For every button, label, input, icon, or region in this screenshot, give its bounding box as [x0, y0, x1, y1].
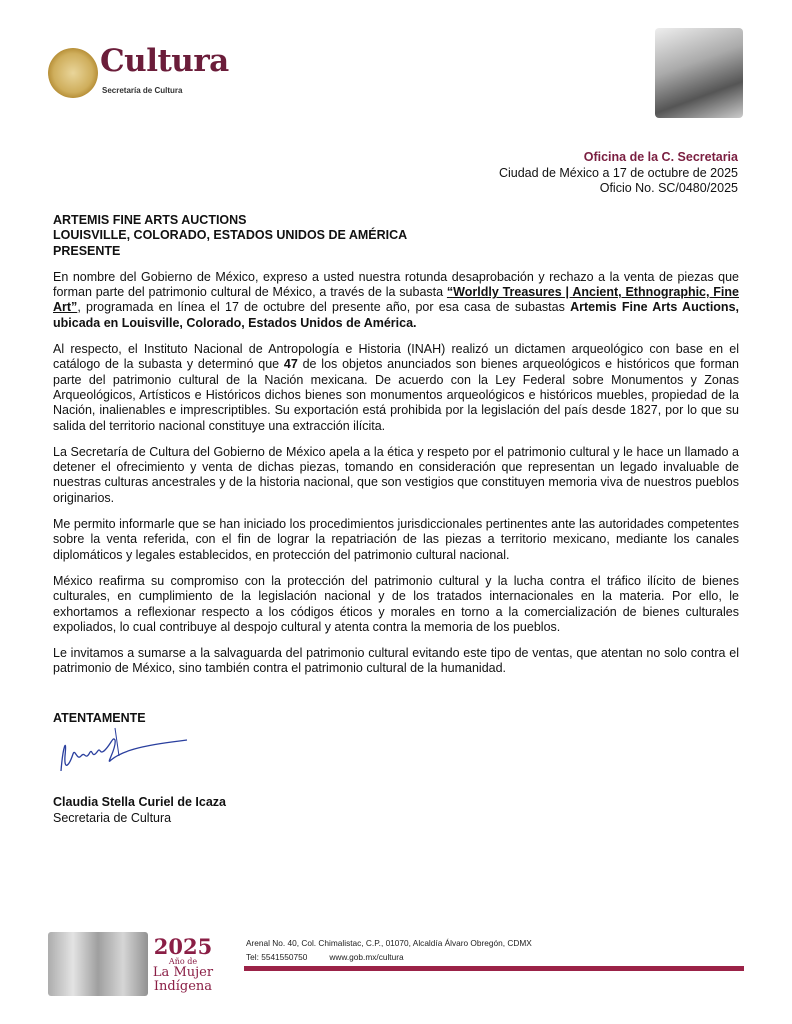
- paragraph-1: [53, 270, 739, 331]
- brand-logo-text: Cultura: [100, 43, 229, 79]
- brand-subtitle: Secretaría de Cultura: [102, 86, 183, 95]
- recipient-location: LOUISVILLE, COLORADO, ESTADOS UNIDOS DE AMÉRICA: [53, 228, 408, 243]
- year-line1: La Mujer: [152, 965, 214, 981]
- p1-text: En nombre del Gobierno de México, expreso a usted nuestra rotunda desaprobación y rechazo a la venta de piezas que forman parte del patrimonio cultural de México, a través de la subasta: [53, 269, 739, 300]
- auction-house: Artemis Fine Arts Auctions, ubicada en Louisville, Colorado, Estados Unidos de América.: [53, 300, 739, 330]
- footer-bar: [244, 966, 744, 971]
- footer-tel: Tel: 5541550750: [246, 952, 308, 962]
- office-block: [499, 150, 738, 197]
- closing: ATENTAMENTE: [53, 710, 146, 725]
- reference-number: Oficio No. SC/0480/2025: [599, 181, 738, 195]
- indigenous-women-illustration: [48, 932, 148, 996]
- paragraph-2: [53, 342, 739, 434]
- recipient-name: ARTEMIS FINE ARTS AUCTIONS: [53, 213, 247, 227]
- year-line2: Indígena: [153, 979, 213, 995]
- signer-name: Claudia Stella Curiel de Icaza: [53, 795, 226, 810]
- year: 2025: [153, 934, 213, 959]
- signer-title: Secretaria de Cultura: [53, 810, 172, 825]
- footer-web: www.gob.mx/cultura: [329, 952, 404, 962]
- paragraph-6: Le invitamos a sumarse a la salvaguarda del patrimonio cultural evitando este tipo de ventas, que atentan no solo contra el patrimonio de México, sino también contra el patrimonio cultural de la humanidad.: [53, 646, 739, 676]
- office-title: Oficina de la C. Secretaria: [583, 150, 738, 164]
- paragraph-4: Me permito informarle que se han iniciado los procedimientos jurisdiccionales pertinentes ante las autoridades competentes sobre la venta referida, con el fin de lograr la repatriación de las piezas a territorio mexicano, mediante los canales diplomáticos y legales establecidos, en protección del patrimonio cultural nacional.: [53, 517, 739, 562]
- footer-contact: [246, 936, 532, 964]
- signer-block: [53, 795, 739, 826]
- year-logo: [150, 936, 216, 994]
- objects-count: 47: [283, 357, 298, 372]
- paragraph-3: La Secretaría de Cultura del Gobierno de México apela a la ética y respeto por el patrimonio cultural y le hace un llamado a detener el ofrecimiento y venta de dichas piezas, tomando en consideración que representan un legado invaluable de nuestras culturas ancestrales y de la historia nacional, que son vestigios que constituyen memoria viva de nuestros pueblos originarios.: [53, 444, 739, 505]
- p2-text: Al respecto, el Instituto Nacional de Antropología e Historia (INAH) realizó un dictamen arqueológico con base en el catálogo de la subasta y determinó que: [53, 342, 739, 372]
- signature: [55, 726, 195, 781]
- recipient-present: PRESENTE: [53, 243, 121, 258]
- year-sub: Año de: [168, 957, 198, 967]
- p1-text-2: , programada en línea el 17 de octubre del presente año, por esa casa de subastas: [77, 300, 571, 315]
- letter-body: [53, 213, 739, 826]
- mexico-seal-logo: [48, 48, 98, 98]
- paragraph-5: México reafirma su compromiso con la protección del patrimonio cultural y la lucha contra el tráfico ilícito de bienes culturales, en cumplimiento de la legislación nacional y de los tratados internacionales en la materia. Por ello, le exhortamos a reflexionar respecto a los códigos éticos y morales en torno a la comercialización de bienes culturales expoliados, lo cual contribuye al despojo cultural y atenta contra la memoria de los pueblos.: [53, 573, 739, 634]
- recipient-block: [53, 213, 739, 259]
- footer-address: Arenal No. 40, Col. Chimalistac, C.P., 01070, Alcaldía Álvaro Obregón, CDMX: [246, 938, 532, 948]
- auction-title: “Worldly Treasures | Ancient, Ethnographic, Fine Art”: [53, 285, 739, 315]
- heroine-illustration: [655, 28, 743, 118]
- p2-text-2: de los objetos anunciados son bienes arqueológicos e históricos que forman parte del patrimonio cultural de la Nación mexicana. De acuerdo con la Ley Federal sobre Monumentos y Zonas Arqueológicos, Artísticos e Históricos dichos bienes son monumentos arqueológicos e históricos muebles, propiedad de la Nación, inalienables e imprescriptibles. Su exportación está prohibida por la legislación del país desde 1827, por lo que su salida del territorio nacional constituye una extracción ilícita.: [53, 357, 739, 433]
- place-date: Ciudad de México a 17 de octubre de 2025: [498, 165, 738, 180]
